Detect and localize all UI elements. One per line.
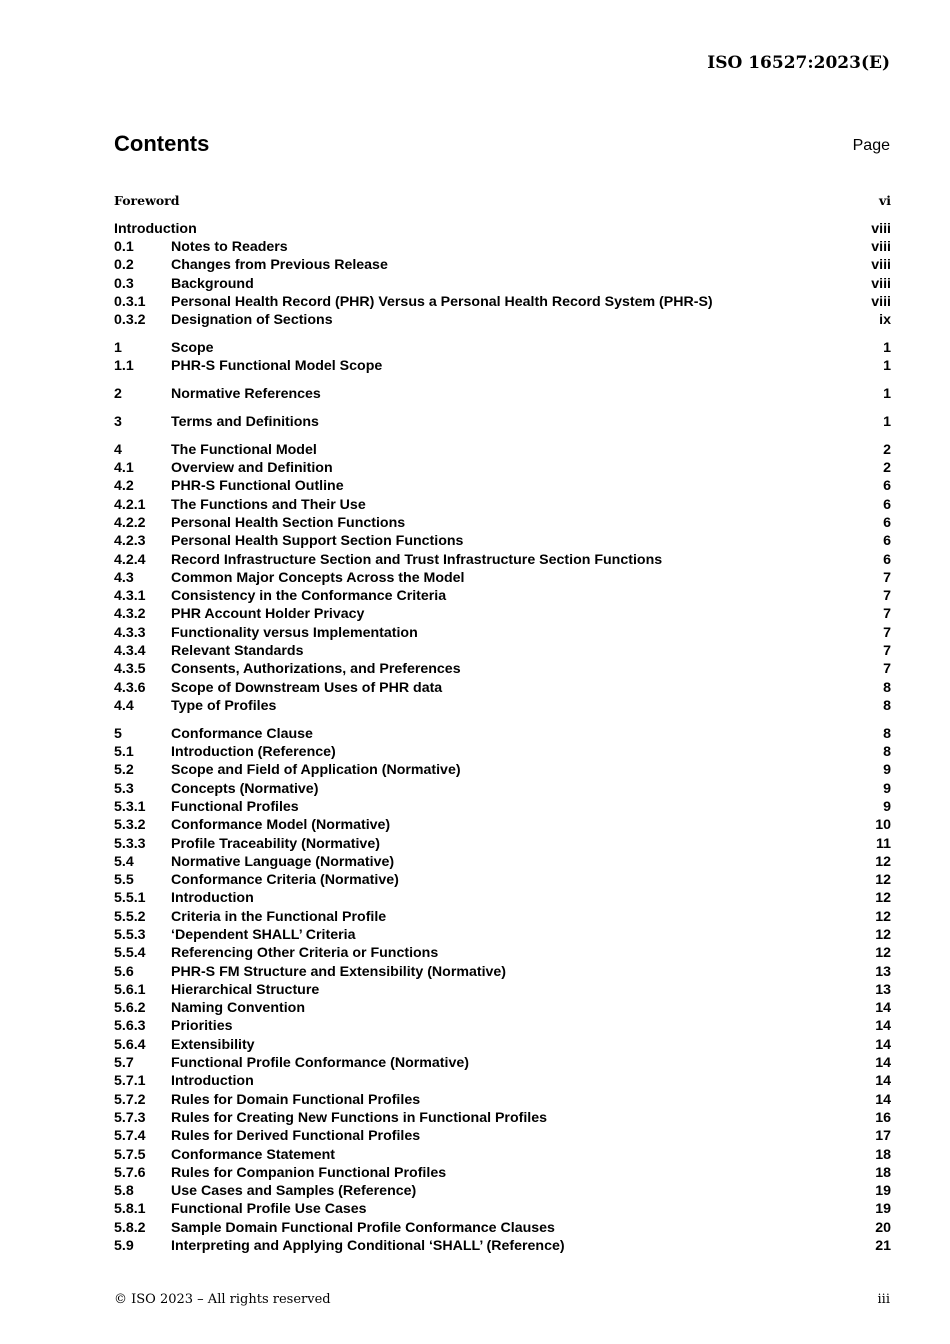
toc-entry-page: 6 — [883, 551, 891, 568]
toc-entry-page: 14 — [875, 1055, 891, 1072]
toc-entry-page: 14 — [875, 1036, 891, 1053]
toc-entry-page: 6 — [883, 478, 891, 495]
toc-entry[interactable] — [114, 908, 891, 926]
toc-entry-title: Scope — [171, 340, 214, 357]
toc-entry-number: 5.6 — [114, 963, 134, 980]
toc-entry-page: 13 — [875, 981, 891, 998]
toc-entry[interactable] — [114, 587, 891, 605]
toc-entry[interactable] — [114, 926, 891, 944]
toc-entry-title: Consistency in the Conformance Criteria — [171, 588, 447, 605]
toc-entry-number: 5.8.1 — [114, 1201, 146, 1218]
toc-entry-number: 5.7.6 — [114, 1164, 146, 1181]
toc-entry[interactable] — [114, 780, 891, 798]
toc-entry-number: 5.3.2 — [114, 817, 146, 834]
toc-entry[interactable] — [114, 441, 891, 459]
toc-entry[interactable] — [114, 697, 891, 715]
toc-entry[interactable] — [114, 514, 891, 532]
page-number: iii — [877, 1292, 890, 1307]
toc-entry-title: Personal Health Support Section Functions — [171, 533, 464, 550]
toc-entry-title: Introduction — [171, 890, 254, 907]
toc-entry-title: The Functions and Their Use — [171, 496, 366, 513]
toc-entry-page: 18 — [875, 1146, 891, 1163]
toc-entry-title: Introduction — [171, 1073, 254, 1090]
toc-entry[interactable] — [114, 679, 891, 697]
toc-entry-title: Relevant Standards — [171, 643, 304, 660]
toc-entry-number: 2 — [114, 386, 122, 403]
toc-entry-number: 5.5.1 — [114, 890, 146, 907]
toc-entry-number: 5.2 — [114, 762, 134, 779]
toc-entry-title: Use Cases and Samples (Reference) — [171, 1183, 417, 1200]
toc-entry-number: 5.9 — [114, 1238, 134, 1255]
toc-entry-page: 14 — [875, 1000, 891, 1017]
toc-entry-number: 5.5.4 — [114, 945, 146, 962]
toc-entry-title: Rules for Domain Functional Profiles — [171, 1091, 421, 1108]
toc-entry-page: vi — [878, 193, 891, 208]
toc-entry-number: 4.3.4 — [114, 643, 146, 660]
toc-entry-page: 19 — [875, 1183, 891, 1200]
toc-entry-page: 9 — [883, 780, 891, 797]
toc-entry-title: Conformance Criteria (Normative) — [171, 872, 399, 889]
toc-entry-page: 6 — [883, 514, 891, 531]
toc-entry[interactable] — [114, 569, 891, 587]
toc-entry-title: PHR Account Holder Privacy — [171, 606, 365, 623]
toc-entry-number: 5.6.1 — [114, 981, 146, 998]
toc-entry[interactable] — [114, 385, 891, 403]
toc-entry[interactable] — [114, 311, 891, 329]
toc-entry-page: viii — [871, 220, 891, 237]
toc-entry-number: 5.7.1 — [114, 1073, 146, 1090]
toc-entry-page: viii — [871, 239, 891, 256]
toc-entry-number: 4.2.1 — [114, 496, 146, 513]
toc-entry-title: Type of Profiles — [171, 697, 277, 714]
toc-entry-page: 1 — [883, 413, 891, 430]
toc-entry-number: 5.5 — [114, 872, 134, 889]
toc-entry-number: 5.7.3 — [114, 1109, 146, 1126]
toc-entry-page: 9 — [883, 762, 891, 779]
toc-entry[interactable] — [114, 477, 891, 495]
toc-entry[interactable] — [114, 256, 891, 274]
copyright-footer: © ISO 2023 – All rights reserved — [114, 1292, 331, 1307]
toc-entry-number: 5.7.5 — [114, 1146, 146, 1163]
toc-entry-number: 4.2.2 — [114, 514, 146, 531]
toc-entry-number: 5.5.2 — [114, 908, 146, 925]
toc-entry-page: 1 — [883, 386, 891, 403]
toc-entry-number: 4.2.4 — [114, 551, 146, 568]
toc-entry[interactable] — [114, 944, 891, 962]
toc-entry-number: 1 — [114, 340, 122, 357]
toc-entry-title: Rules for Companion Functional Profiles — [171, 1164, 447, 1181]
toc-entry[interactable] — [114, 798, 891, 816]
toc-entry-number: 5.6.2 — [114, 1000, 146, 1017]
standard-id: ISO 16527:2023(E) — [707, 53, 890, 73]
toc-entry-number: 3 — [114, 413, 122, 430]
toc-entry[interactable] — [114, 853, 891, 871]
toc-entry-page: 7 — [883, 569, 891, 586]
toc-entry-page: 8 — [883, 744, 891, 761]
toc-entry-title: Profile Traceability (Normative) — [171, 835, 380, 852]
toc-entry-number: 0.1 — [114, 239, 134, 256]
toc-entry[interactable] — [114, 220, 891, 238]
toc-entry-page: 21 — [875, 1238, 891, 1255]
toc-entry-page: 18 — [875, 1164, 891, 1181]
toc-entry-title: Notes to Readers — [171, 239, 288, 256]
toc-entry-title: Functional Profile Conformance (Normative) — [171, 1055, 469, 1072]
toc-entry-page: 20 — [875, 1219, 891, 1236]
toc-entry-page: 2 — [883, 460, 891, 477]
toc-entry[interactable] — [114, 1054, 891, 1072]
toc-entry-page: viii — [871, 293, 891, 310]
toc-entry[interactable] — [114, 293, 891, 311]
toc-entry-title: Conformance Model (Normative) — [171, 817, 391, 834]
toc-entry-title: Designation of Sections — [171, 312, 333, 329]
toc-entry-title: Introduction (Reference) — [171, 744, 336, 761]
toc-entry-title: PHR-S Functional Model Scope — [171, 358, 383, 375]
toc-entry-number: 0.2 — [114, 257, 134, 274]
toc-entry-number: 5 — [114, 725, 122, 742]
toc-entry-title: Consents, Authorizations, and Preferences — [171, 661, 461, 678]
toc-entry-title: Criteria in the Functional Profile — [171, 908, 387, 925]
toc-entry[interactable] — [114, 889, 891, 907]
toc-entry-number: 4.1 — [114, 460, 134, 477]
toc-entry-number: 5.7.4 — [114, 1128, 146, 1145]
toc-entry-title: Functional Profiles — [171, 798, 299, 815]
toc-entry-number: 5.7 — [114, 1055, 134, 1072]
toc-entry[interactable] — [114, 1127, 891, 1145]
toc-entry-title: Sample Domain Functional Profile Conformance Clauses — [171, 1219, 555, 1236]
toc-entry-title: Common Major Concepts Across the Model — [171, 569, 465, 586]
toc-entry[interactable] — [114, 1200, 891, 1218]
toc-entry-page: 9 — [883, 798, 891, 815]
toc-entry-page: viii — [871, 275, 891, 292]
toc-entry[interactable] — [114, 1017, 891, 1035]
toc-entry-number: 5.1 — [114, 744, 134, 761]
toc-entry-title: ‘Dependent SHALL’ Criteria — [171, 926, 356, 943]
toc-entry-title: Terms and Definitions — [171, 413, 319, 430]
toc-entry-page: 14 — [875, 1091, 891, 1108]
toc-entry-title: Functional Profile Use Cases — [171, 1201, 367, 1218]
toc-entry-page: 7 — [883, 606, 891, 623]
toc-entry-page: ix — [879, 312, 891, 329]
toc-entry-number: 4.2 — [114, 478, 134, 495]
toc-entry-title: Conformance Statement — [171, 1146, 335, 1163]
toc-entry-page: 12 — [875, 926, 891, 943]
toc-entry-number: 5.8.2 — [114, 1219, 146, 1236]
toc-entry-page: 14 — [875, 1018, 891, 1035]
toc-entry-number: 5.6.4 — [114, 1036, 146, 1053]
toc-entry-title: Naming Convention — [171, 1000, 305, 1017]
toc-entry[interactable] — [114, 238, 891, 256]
toc-entry-title: Rules for Derived Functional Profiles — [171, 1128, 421, 1145]
toc-entry-page: 6 — [883, 533, 891, 550]
toc-entry-title: Priorities — [171, 1018, 233, 1035]
toc-entry[interactable] — [114, 660, 891, 678]
toc-entry-title: Background — [171, 275, 254, 292]
toc-entry-number: 0.3.2 — [114, 312, 146, 329]
toc-entry-page: 11 — [876, 835, 891, 852]
toc-entry-number: 4.3.3 — [114, 624, 146, 641]
toc-entry-title: Scope and Field of Application (Normative) — [171, 762, 461, 779]
toc-entry[interactable] — [114, 835, 891, 853]
toc-entry[interactable] — [114, 1109, 891, 1127]
toc-entry-page: 7 — [883, 661, 891, 678]
toc-entry-title: Personal Health Section Functions — [171, 514, 406, 531]
toc-entry-page: 1 — [883, 340, 891, 357]
toc-entry[interactable] — [114, 1182, 891, 1200]
toc-entry-page: 12 — [875, 908, 891, 925]
toc-entry-page: 6 — [883, 496, 891, 513]
toc-entry[interactable] — [114, 1164, 891, 1182]
contents-title: Contents — [114, 131, 210, 156]
toc-entry[interactable] — [114, 275, 891, 293]
toc-entry-title: Concepts (Normative) — [171, 780, 319, 797]
toc-entry[interactable] — [114, 871, 891, 889]
toc-entry-number: 5.8 — [114, 1183, 134, 1200]
toc-entry-number: 5.3 — [114, 780, 134, 797]
toc-entry-number: 4.3.6 — [114, 679, 146, 696]
toc-entry-number: 5.6.3 — [114, 1018, 146, 1035]
toc-entry-number: 5.5.3 — [114, 926, 146, 943]
toc-entry-page: 17 — [875, 1128, 891, 1145]
toc-entry-title: PHR-S Functional Outline — [171, 478, 344, 495]
toc-entry-page: 12 — [875, 853, 891, 870]
toc-entry-title: Scope of Downstream Uses of PHR data — [171, 679, 443, 696]
toc-entry[interactable] — [114, 496, 891, 514]
toc-entry-title: Changes from Previous Release — [171, 257, 388, 274]
toc-entry-number: 4.3.5 — [114, 661, 146, 678]
toc-entry[interactable] — [114, 339, 891, 357]
toc-entry-page: 8 — [883, 697, 891, 714]
toc-entry-number: 4.3.1 — [114, 588, 146, 605]
toc-entry-page: 19 — [875, 1201, 891, 1218]
toc-entry[interactable] — [114, 459, 891, 477]
toc-entry-title: Record Infrastructure Section and Trust Infrastructure Section Functions — [171, 551, 663, 568]
toc-entry[interactable] — [114, 761, 891, 779]
toc-entry[interactable] — [114, 357, 891, 375]
toc-entry[interactable] — [114, 1237, 891, 1255]
page-column-label: Page — [852, 137, 890, 154]
toc-entry[interactable] — [114, 551, 891, 569]
toc-entry-title: Functionality versus Implementation — [171, 624, 418, 641]
toc-entry[interactable] — [114, 1219, 891, 1237]
toc-entry-page: viii — [871, 257, 891, 274]
toc-entry[interactable] — [114, 1036, 891, 1054]
toc-entry[interactable] — [114, 605, 891, 623]
toc-entry-title: Normative References — [171, 386, 321, 403]
toc-entry-title: Overview and Definition — [171, 460, 333, 477]
toc-entry[interactable] — [114, 999, 891, 1017]
toc-entry[interactable] — [114, 816, 891, 834]
toc-entry-page: 12 — [875, 872, 891, 889]
toc-entry[interactable] — [114, 743, 891, 761]
toc-entry[interactable] — [114, 981, 891, 999]
table-of-contents — [114, 192, 891, 1255]
toc-entry-title: Extensibility — [171, 1036, 255, 1053]
toc-entry-title: Interpreting and Applying Conditional ‘SHALL’ (Reference) — [171, 1238, 565, 1255]
toc-entry-title: PHR-S FM Structure and Extensibility (Normative) — [171, 963, 507, 980]
toc-entry-page: 2 — [883, 441, 891, 458]
toc-entry-number: 5.3.3 — [114, 835, 146, 852]
toc-entry[interactable] — [114, 624, 891, 642]
toc-entry-page: 14 — [875, 1073, 891, 1090]
toc-entry-page: 1 — [883, 358, 891, 375]
toc-entry-page: 12 — [875, 890, 891, 907]
toc-entry-title: The Functional Model — [171, 441, 317, 458]
toc-entry-number: 4 — [114, 441, 122, 458]
toc-entry-number: 0.3.1 — [114, 293, 146, 310]
toc-entry-title: Normative Language (Normative) — [171, 853, 395, 870]
toc-entry-number: 4.4 — [114, 697, 134, 714]
toc-entry[interactable] — [114, 192, 891, 210]
toc-entry-page: 8 — [883, 679, 891, 696]
toc-entry[interactable] — [114, 1091, 891, 1109]
toc-entry-number: 0.3 — [114, 275, 134, 292]
toc-entry-page: 7 — [883, 624, 891, 641]
toc-entry[interactable] — [114, 532, 891, 550]
toc-entry[interactable] — [114, 1146, 891, 1164]
toc-entry-page: 12 — [875, 945, 891, 962]
toc-entry-page: 13 — [875, 963, 891, 980]
toc-entry[interactable] — [114, 1072, 891, 1090]
toc-entry-number: 4.2.3 — [114, 533, 146, 550]
toc-entry[interactable] — [114, 725, 891, 743]
toc-entry-page: 7 — [883, 588, 891, 605]
toc-entry-title: Hierarchical Structure — [171, 981, 320, 998]
toc-entry-number: 1.1 — [114, 358, 134, 375]
toc-entry-title: Introduction — [114, 220, 197, 237]
toc-entry-page: 10 — [875, 817, 891, 834]
toc-entry-title: Rules for Creating New Functions in Functional Profiles — [171, 1109, 548, 1126]
toc-entry-number: 5.7.2 — [114, 1091, 146, 1108]
toc-entry-page: 8 — [883, 725, 891, 742]
toc-entry-number: 4.3 — [114, 569, 134, 586]
toc-entry-number: 4.3.2 — [114, 606, 146, 623]
toc-entry-page: 7 — [883, 643, 891, 660]
toc-entry-title: Foreword — [114, 193, 180, 208]
toc-entry-title: Personal Health Record (PHR) Versus a Personal Health Record System (PHR-S) — [171, 293, 713, 310]
toc-entry-number: 5.3.1 — [114, 798, 146, 815]
toc-entry[interactable] — [114, 413, 891, 431]
toc-entry[interactable] — [114, 642, 891, 660]
toc-entry-number: 5.4 — [114, 853, 134, 870]
toc-entry-page: 16 — [875, 1109, 891, 1126]
toc-entry-title: Conformance Clause — [171, 725, 313, 742]
toc-entry-title: Referencing Other Criteria or Functions — [171, 945, 439, 962]
toc-entry[interactable] — [114, 963, 891, 981]
